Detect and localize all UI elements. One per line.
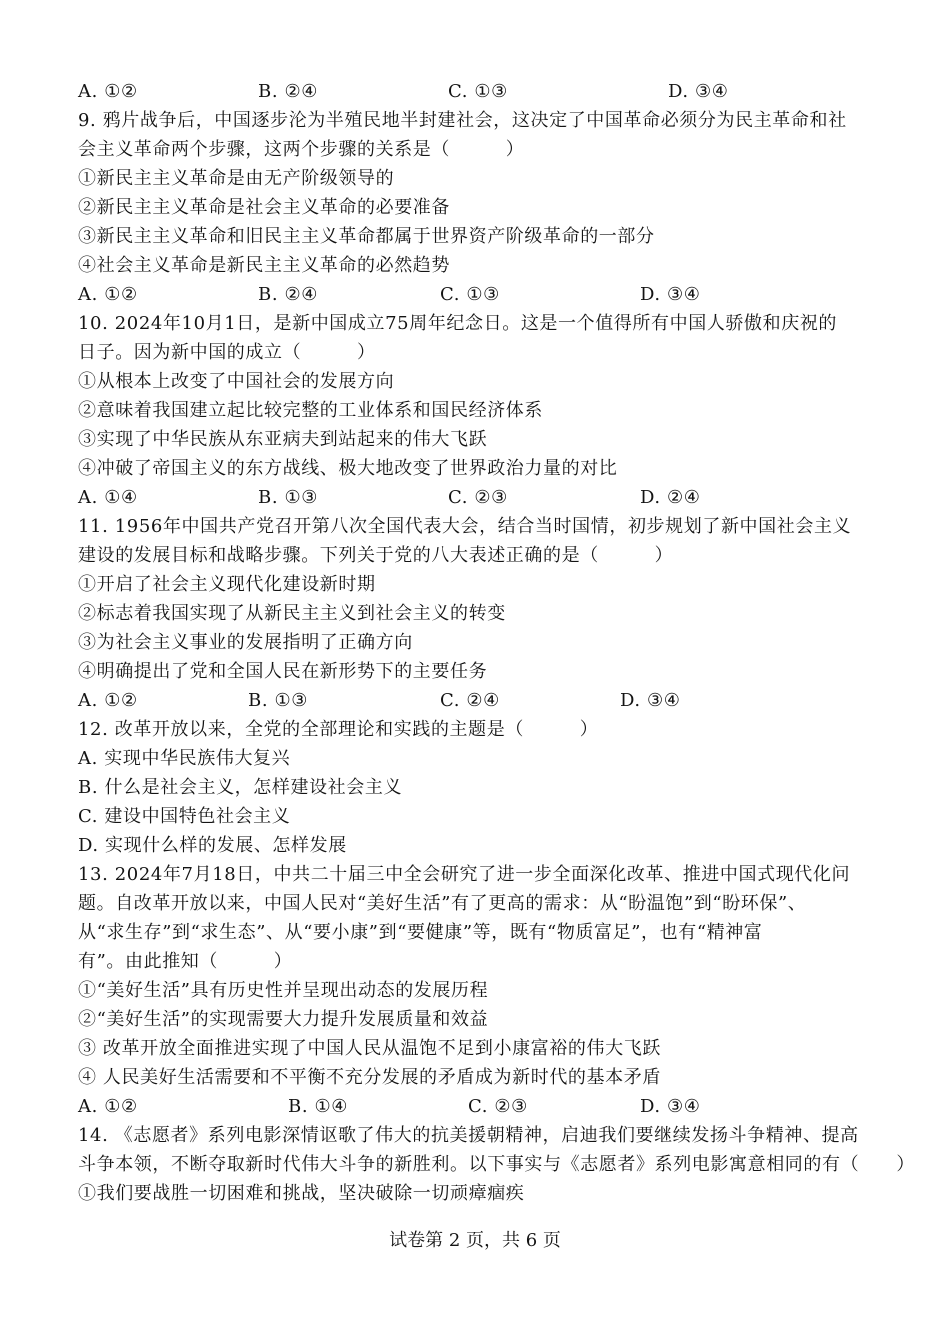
text-line: ②意味着我国建立起比较完整的工业体系和国民经济体系 — [78, 400, 543, 421]
text-line: ①开启了社会主义现代化建设新时期 — [78, 574, 376, 595]
answer-option: A. ①② — [78, 81, 138, 102]
text-line: ④ 人民美好生活需要和不平衡不充分发展的矛盾成为新时代的基本矛盾 — [78, 1067, 661, 1088]
answer-option: D. ③④ — [620, 690, 681, 711]
text-line: ③实现了中华民族从东亚病夫到站起来的伟大飞跃 — [78, 429, 488, 450]
answer-option: C. ①③ — [440, 284, 500, 305]
text-line: ②标志着我国实现了从新民主主义到社会主义的转变 — [78, 603, 506, 624]
text-line: 13. 2024年7月18日，中共二十届三中全会研究了进一步全面深化改革、推进中国式现代化问 — [78, 864, 851, 885]
answer-option: B. ①③ — [258, 487, 318, 508]
text-line: ①从根本上改变了中国社会的发展方向 — [78, 371, 395, 392]
text-line: ③ 改革开放全面推进实现了中国人民从温饱不足到小康富裕的伟大飞跃 — [78, 1038, 661, 1059]
text-line: 有”。由此推知（ ） — [78, 951, 293, 972]
answer-option: D. ③④ — [640, 1096, 701, 1117]
answer-option: D. ③④ — [640, 284, 701, 305]
text-line: ④冲破了帝国主义的东方战线、极大地改变了世界政治力量的对比 — [78, 458, 618, 479]
answer-option: D. ②④ — [640, 487, 701, 508]
answer-option: A. ①④ — [78, 487, 138, 508]
answer-option: A. ①② — [78, 690, 138, 711]
text-line: ①“美好生活”具有历史性并呈现出动态的发展历程 — [78, 980, 489, 1001]
text-line: 建设的发展目标和战略步骤。下列关于党的八大表述正确的是（ ） — [78, 545, 674, 566]
text-line: ②新民主主义革命是社会主义革命的必要准备 — [78, 197, 450, 218]
text-line: C. 建设中国特色社会主义 — [78, 806, 291, 827]
text-line: A. 实现中华民族伟大复兴 — [78, 748, 291, 769]
text-line: ①新民主主义革命是由无产阶级领导的 — [78, 168, 395, 189]
answer-option: A. ①② — [78, 1096, 138, 1117]
text-line: 会主义革命两个步骤，这两个步骤的关系是（ ） — [78, 139, 525, 160]
text-line: B. 什么是社会主义，怎样建设社会主义 — [78, 777, 403, 798]
text-line: 9. 鸦片战争后，中国逐步沦为半殖民地半封建社会，这决定了中国革命必须分为民主革命和社 — [78, 110, 847, 131]
text-line: ④社会主义革命是新民主主义革命的必然趋势 — [78, 255, 450, 276]
text-line: 日子。因为新中国的成立（ ） — [78, 342, 376, 363]
text-line: ③为社会主义事业的发展指明了正确方向 — [78, 632, 413, 653]
text-line: ②“美好生活”的实现需要大力提升发展质量和效益 — [78, 1009, 489, 1030]
text-line: 11. 1956年中国共产党召开第八次全国代表大会，结合当时国情，初步规划了新中国社会主义 — [78, 516, 852, 537]
text-line: 12. 改革开放以来，全党的全部理论和实践的主题是（ ） — [78, 719, 599, 740]
answer-option: A. ①② — [78, 284, 138, 305]
answer-option: D. ③④ — [668, 81, 729, 102]
text-line: ③新民主主义革命和旧民主主义革命都属于世界资产阶级革命的一部分 — [78, 226, 655, 247]
answer-option: C. ②③ — [448, 487, 508, 508]
text-line: 14. 《志愿者》系列电影深情讴歌了伟大的抗美援朝精神，启迪我们要继续发扬斗争精神、提高 — [78, 1125, 859, 1146]
text-line: ④明确提出了党和全国人民在新形势下的主要任务 — [78, 661, 488, 682]
page-footer: 试卷第 2 页，共 6 页 — [389, 1230, 561, 1251]
answer-option: B. ②④ — [258, 284, 318, 305]
answer-option: C. ②③ — [468, 1096, 528, 1117]
text-line: 10. 2024年10月1日，是新中国成立75周年纪念日。这是一个值得所有中国人骄傲和庆祝的 — [78, 313, 838, 334]
answer-option: C. ①③ — [448, 81, 508, 102]
text-line: 题。自改革开放以来，中国人民对“美好生活”有了更高的需求：从“盼温饱”到“盼环保”、 — [78, 893, 807, 914]
answer-option: C. ②④ — [440, 690, 500, 711]
answer-option: B. ①③ — [248, 690, 308, 711]
text-line: 斗争本领，不断夺取新时代伟大斗争的新胜利。以下事实与《志愿者》系列电影寓意相同的有（ ） — [78, 1154, 915, 1175]
text-line: ①我们要战胜一切困难和挑战，坚决破除一切顽瘴痼疾 — [78, 1183, 525, 1204]
text-line: 从“求生存”到“求生态”、从“要小康”到“要健康”等，既有“物质富足”，也有“精神富 — [78, 922, 763, 943]
text-line: D. 实现什么样的发展、怎样发展 — [78, 835, 347, 856]
answer-option: B. ②④ — [258, 81, 318, 102]
answer-option: B. ①④ — [288, 1096, 348, 1117]
